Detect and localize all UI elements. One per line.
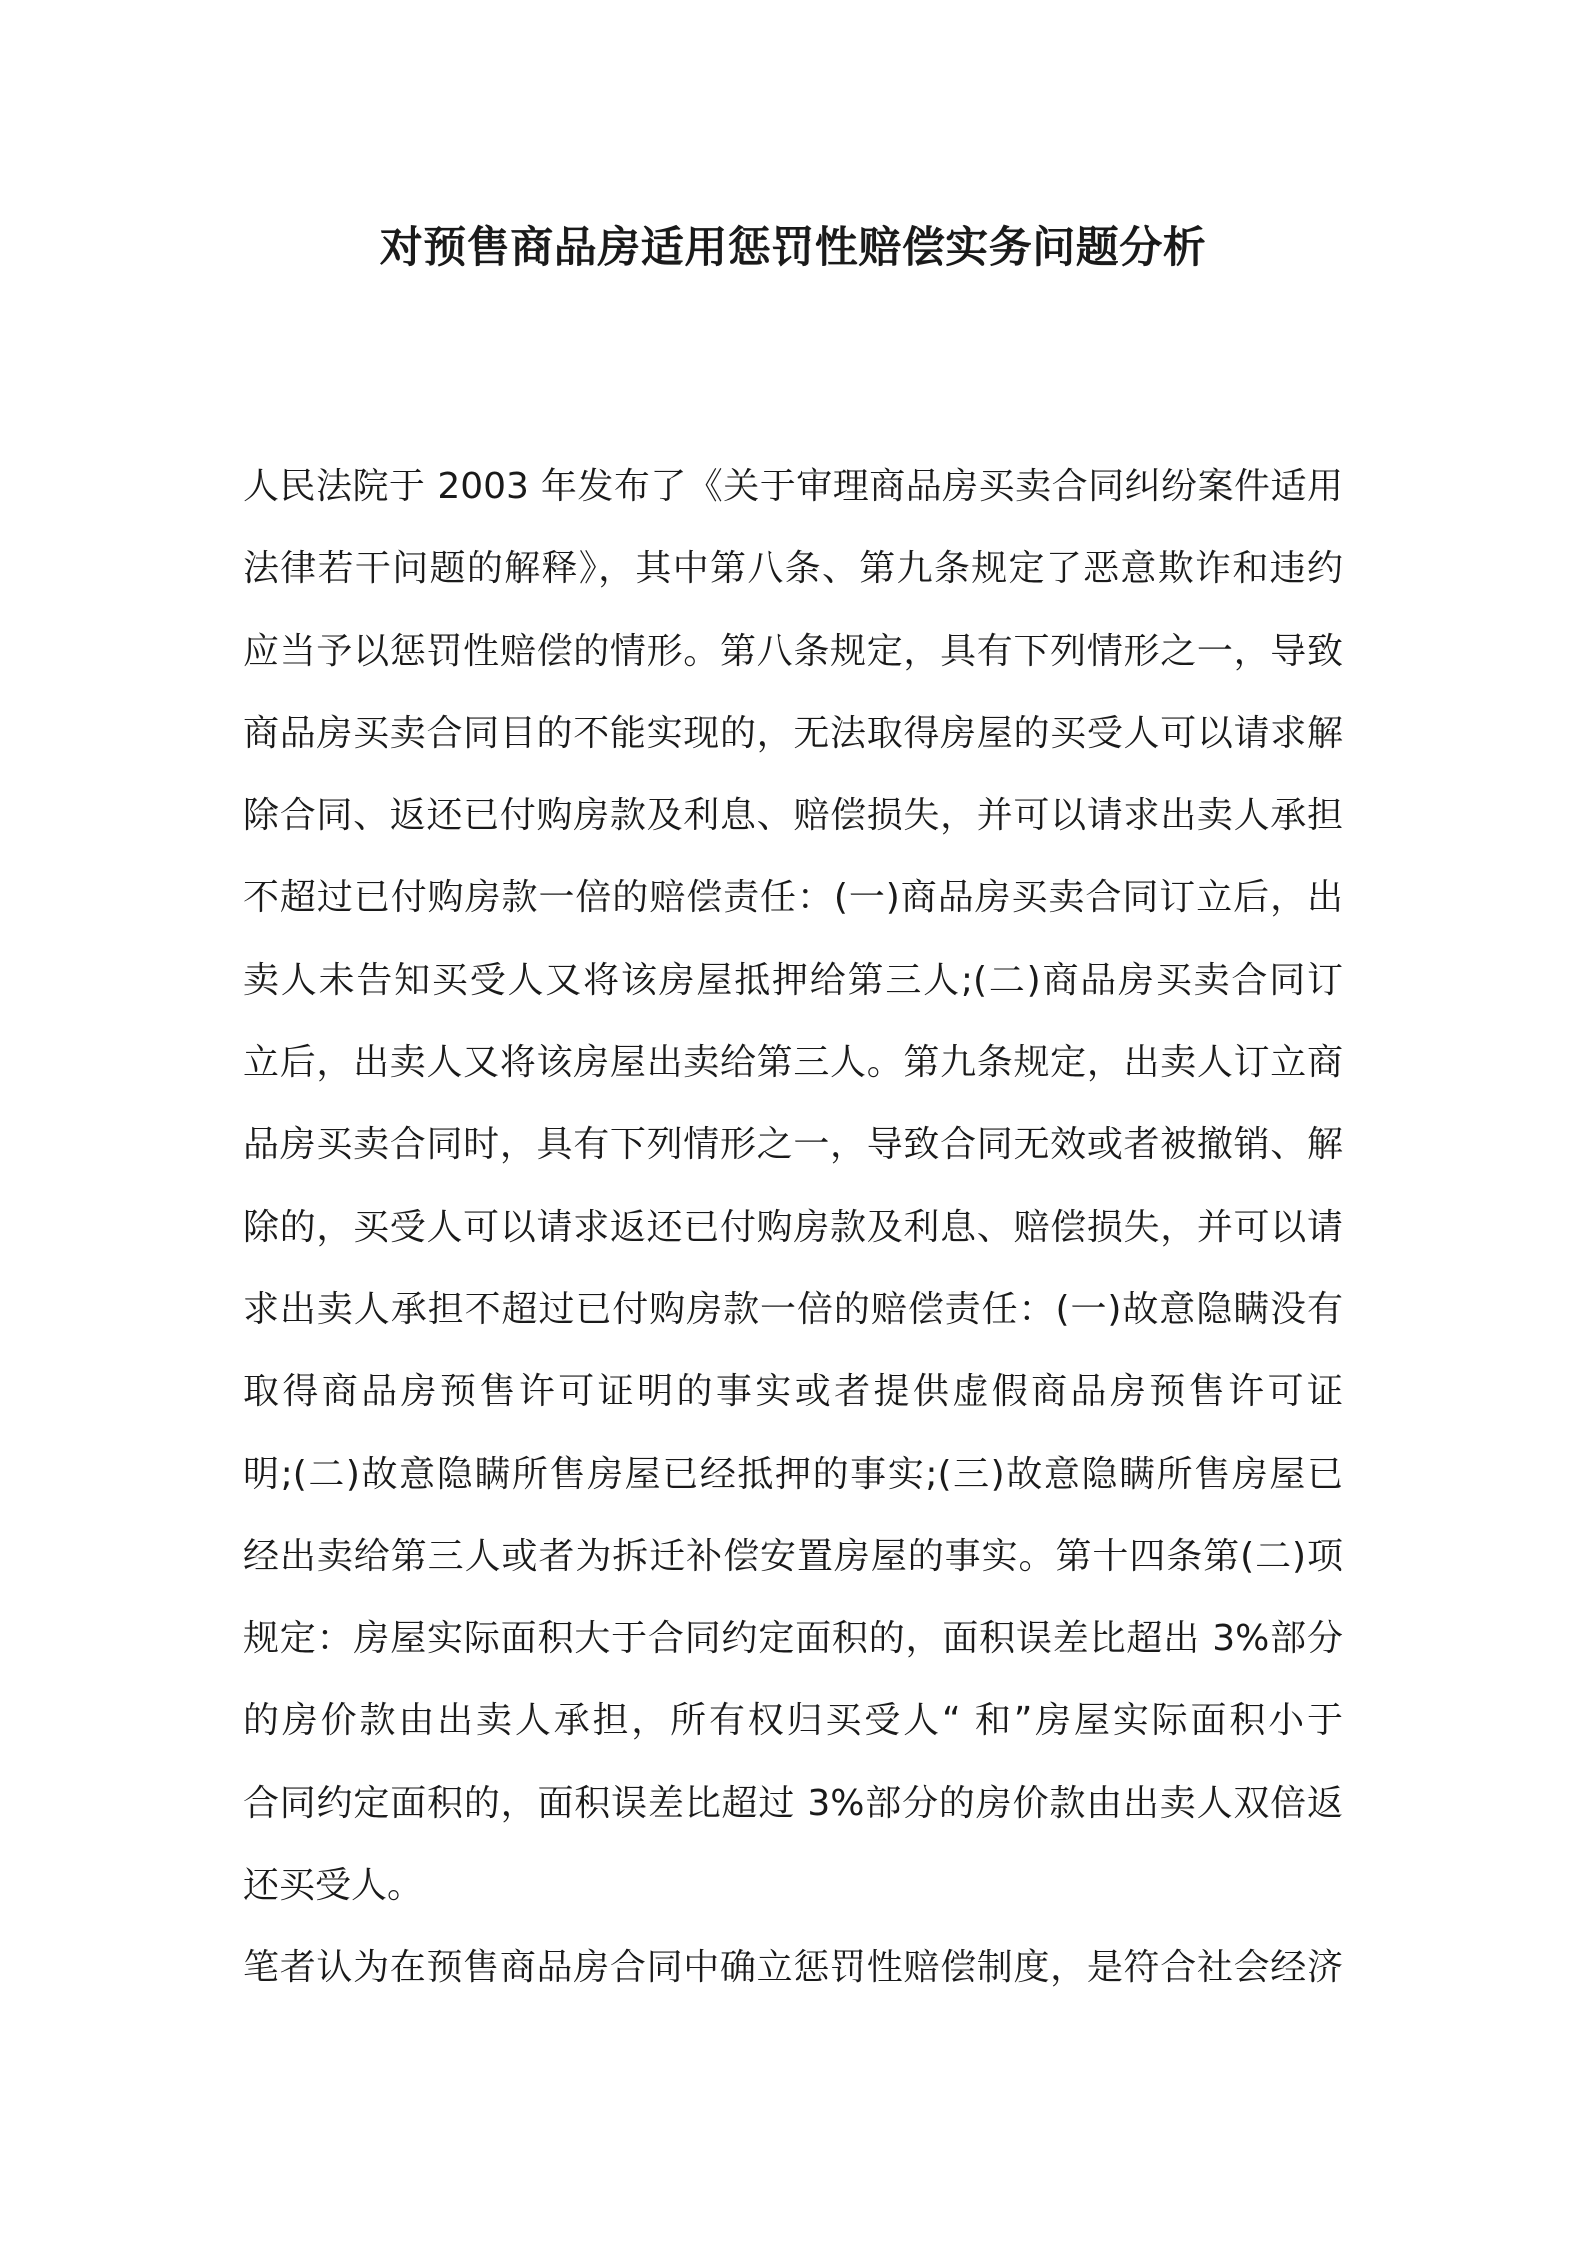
text-line: 立后，出卖人又将该房屋出卖给第三人。第九条规定，出卖人订立商 xyxy=(243,1042,1343,1084)
text-line: 不超过已付购房款一倍的赔偿责任：(一)商品房买卖合同订立后，出 xyxy=(243,877,1343,919)
document-title: 对预售商品房适用惩罚性赔偿实务问题分析 xyxy=(379,223,1207,273)
text-line: 法律若干问题的解释》，其中第八条、第九条规定了恶意欺诈和违约 xyxy=(243,548,1343,590)
text-line: 应当予以惩罚性赔偿的情形。第八条规定，具有下列情形之一，导致 xyxy=(243,630,1343,672)
text-line: 还买受人。 xyxy=(243,1865,424,1907)
text-line: 的房价款由出卖人承担，所有权归买受人“ 和”房屋实际面积小于 xyxy=(243,1700,1343,1742)
text-line: 商品房买卖合同目的不能实现的，无法取得房屋的买受人可以请求解 xyxy=(243,712,1343,754)
text-line: 经出卖给第三人或者为拆迁补偿安置房屋的事实。第十四条第(二)项 xyxy=(243,1535,1343,1577)
document-body xyxy=(243,446,1343,2010)
text-line: 卖人未告知买受人又将该房屋抵押给第三人;(二)商品房买卖合同订 xyxy=(243,959,1343,1001)
paragraph-2 xyxy=(243,1927,1343,2009)
text-line: 规定：房屋实际面积大于合同约定面积的，面积误差比超出 3%部分 xyxy=(243,1618,1343,1660)
text-line: 笔者认为在预售商品房合同中确立惩罚性赔偿制度，是符合社会经济 xyxy=(243,1947,1343,1989)
text-line: 除的，买受人可以请求返还已付购房款及利息、赔偿损失，并可以请 xyxy=(243,1206,1343,1248)
text-line: 人民法院于 2003 年发布了《关于审理商品房买卖合同纠纷案件适用 xyxy=(243,466,1343,507)
text-line: 求出卖人承担不超过已付购房款一倍的赔偿责任：(一)故意隐瞒没有 xyxy=(243,1288,1343,1330)
text-line: 合同约定面积的，面积误差比超过 3%部分的房价款由出卖人双倍返 xyxy=(243,1782,1343,1824)
text-line: 取得商品房预售许可证明的事实或者提供虚假商品房预售许可证 xyxy=(243,1371,1343,1413)
text-line: 明;(二)故意隐瞒所售房屋已经抵押的事实;(三)故意隐瞒所售房屋已 xyxy=(243,1453,1343,1495)
text-line: 品房买卖合同时，具有下列情形之一，导致合同无效或者被撤销、解 xyxy=(243,1124,1343,1166)
text-line: 除合同、返还已付购房款及利息、赔偿损失，并可以请求出卖人承担 xyxy=(243,795,1343,837)
paragraph-1 xyxy=(243,446,1343,1927)
